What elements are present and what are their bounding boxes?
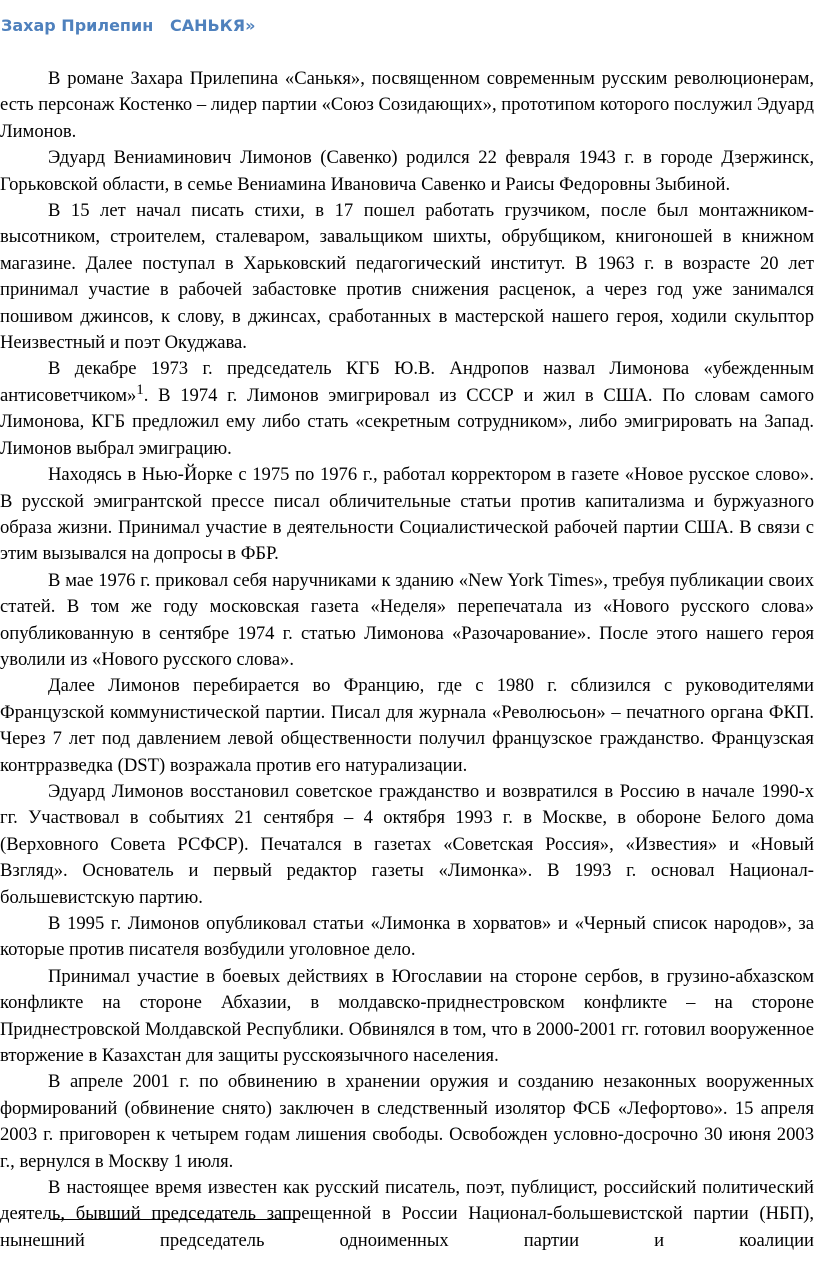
paragraph-youth: В 15 лет начал писать стихи, в 17 пошел работать грузчиком, после был монтажником-высотником, строителем, сталеваром, завальщиком шихты, обрубщиком, книгоношей в книжном магазине. Далее поступал в Харьковский педагогический институт. В 1963 г. в возрасте 20 лет принимал участие в рабочей забастовке против снижения расценок, а через год уже занимался пошивом джинсов, к слову, в джинсах, сработанных в мастерской нашего героя, ходили скульптор Неизвестный и поэт Окуджава. xyxy=(0,200,814,354)
paragraph-intro: В романе Захара Прилепина «Санькя», посвященном современным русским революционерам, есть персонаж Костенко – лидер партии «Союз Созидающих», прототипом которого послужил Эдуард Лимонов. xyxy=(0,68,814,142)
paragraph-return: Эдуард Лимонов восстановил советское гражданство и возвратился в Россию в начале 1990-х гг. Участвовал в событиях 21 сентября – 4 октября 1993 г. в Москве, в обороне Белого дома (Верховного Совета РСФСР). Печатался в газетах «Советская Россия», «Известия» и «Новый Взгляд». Основатель и первый редактор газеты «Лимонка». В 1993 г. основал Национал-большевистскую партию. xyxy=(0,780,814,908)
article-body xyxy=(0,66,814,1254)
paragraph-birth: Эдуард Вениаминович Лимонов (Савенко) родился 22 февраля 1943 г. в городе Дзержинск, Горьковской области, в семье Вениамина Ивановича Савенко и Раисы Федоровны Зыбиной. xyxy=(0,147,814,195)
footnote-reference[interactable]: 1 xyxy=(136,381,144,398)
footnote-separator xyxy=(50,1219,300,1220)
paragraph-conflicts: Принимал участие в боевых действиях в Югославии на стороне сербов, в грузино-абхазском конфликте на стороне Абхазии, в молдавско-приднестровском конфликте – на стороне Приднестровской Молдавской Республики. Обвинялся в том, что в 2000-2001 гг. готовил вооруженное вторжение в Казахстан для защиты русскоязычного населения. xyxy=(0,965,814,1067)
paragraph-handcuffs: В мае 1976 г. приковал себя наручниками к зданию «New York Times», требуя публикации своих статей. В том же году московская газета «Неделя» перепечатала из «Нового русского слова» опубликованную в сентябре 1974 г. статью Лимонова «Разочарование». После этого нашего героя уволили из «Нового русского слова». xyxy=(0,569,814,670)
paragraph-emigration-text-b: . В 1974 г. Лимонов эмигрировал из СССР и жил в США. По словам самого Лимонова, КГБ предложил ему либо стать «секретным сотрудником», либо эмигрировать на Запад. Лимонов выбрал эмиграцию. xyxy=(0,384,814,459)
paragraph-1995: В 1995 г. Лимонов опубликовал статьи «Лимонка в хорватов» и «Черный список народов», за которые против писателя возбудили уголовное дело. xyxy=(0,913,814,961)
title-book: САНЬКЯ» xyxy=(169,16,256,35)
paragraph-arrest: В апреле 2001 г. по обвинению в хранении оружия и созданию незаконных вооруженных формирований (обвинение снято) заключен в следственный изолятор ФСБ «Лефортово». 15 апреля 2003 г. приговорен к четырем годам лишения свободы. Освобожден условно-досрочно 30 июня 2003 г., вернулся в Москву 1 июля. xyxy=(0,1071,814,1172)
paragraph-new-york: Находясь в Нью-Йорке с 1975 по 1976 г., работал корректором в газете «Новое русское слово». В русской эмигрантской прессе писал обличительные статьи против капитализма и буржуазного образа жизни. Принимал участие в деятельности Социалистической рабочей партии США. В связи с этим вызывался на допросы в ФБР. xyxy=(0,464,814,565)
paragraph-france: Далее Лимонов перебирается во Францию, где с 1980 г. сблизился с руководителями Французской коммунистической партии. Писал для журнала «Революсьон» – печатного органа ФКП. Через 7 лет под давлением левой общественности получил французское гражданство. Французская контрразведка (DST) возражала против его натурализации. xyxy=(0,675,814,776)
title-author: Захар Прилепин xyxy=(1,16,154,35)
paragraph-emigration-text-a: В декабре 1973 г. председатель КГБ Ю.В. Андропов назвал Лимонова «убежденным антисоветчиком» xyxy=(0,358,814,406)
paragraph-emigration xyxy=(0,356,814,462)
page-title xyxy=(1,14,816,38)
paragraph-present: В настоящее время известен как русский писатель, поэт, публицист, российский политический деятель, бывший председатель запрещенной в России Национал-большевистской партии (НБП), нынешний председатель одноименных партии и коалиции xyxy=(0,1177,814,1251)
